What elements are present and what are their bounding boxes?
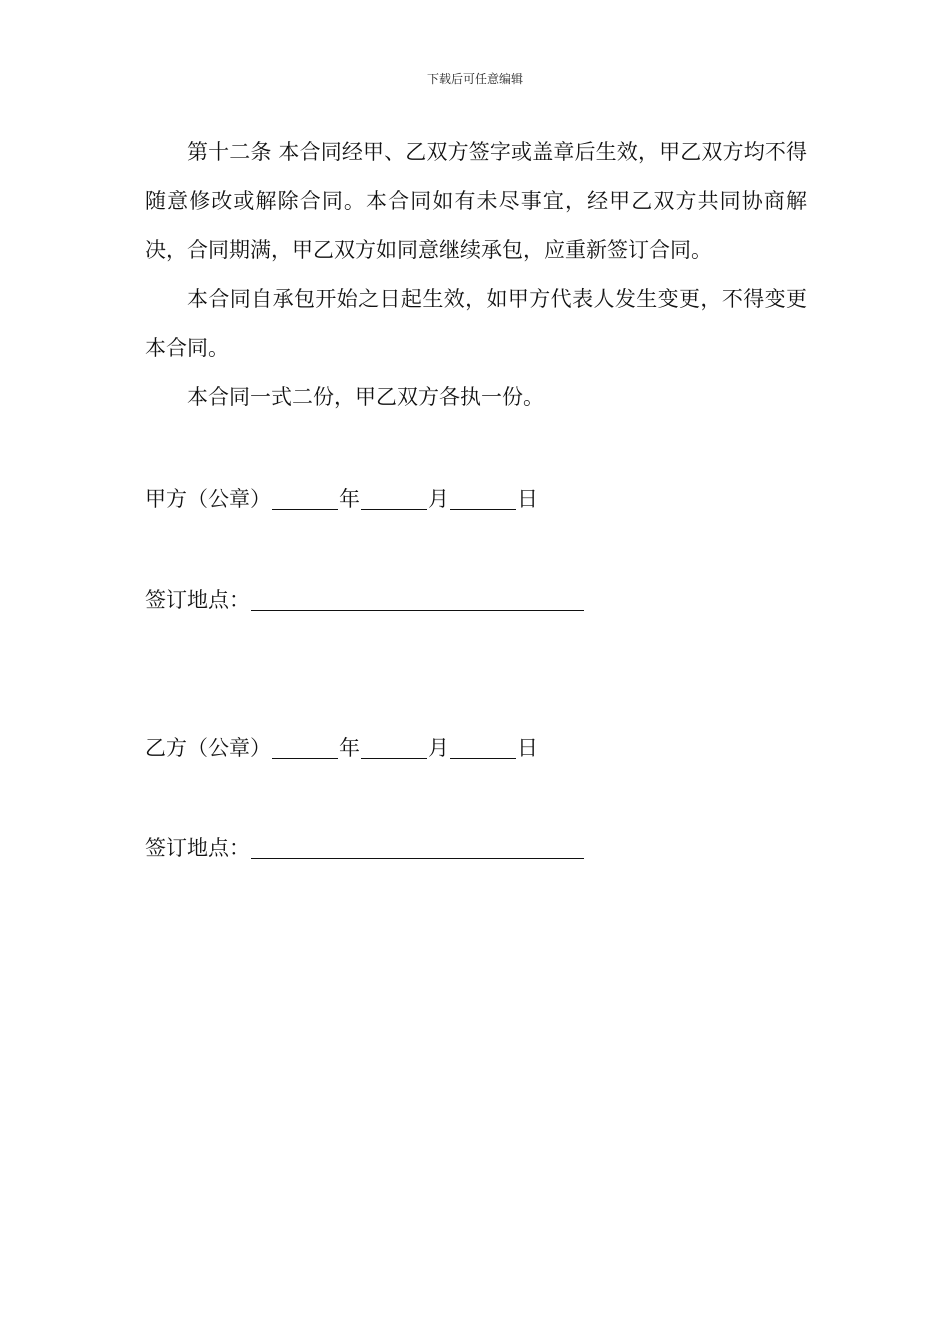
- party-b-month-blank[interactable]: [361, 736, 427, 759]
- party-b-day-blank[interactable]: [450, 736, 516, 759]
- party-a-place-label: 签订地点：: [145, 588, 250, 612]
- party-b-year-label: 年: [339, 736, 360, 760]
- party-a-month-blank[interactable]: [361, 487, 427, 510]
- party-a-place-blank[interactable]: [251, 588, 584, 611]
- party-b-place-label: 签订地点：: [145, 836, 250, 860]
- party-a-place-line: [145, 585, 585, 615]
- party-b-signature-line: [145, 733, 538, 763]
- party-a-day-label: 日: [517, 487, 538, 511]
- party-a-label: 甲方（公章）: [145, 487, 271, 511]
- party-a-month-label: 月: [428, 487, 449, 511]
- party-a-signature-blank[interactable]: [272, 487, 338, 510]
- paragraph-copies: 本合同一式二份，甲乙双方各执一份。: [187, 385, 544, 409]
- paragraph-article-12: 第十二条 本合同经甲、乙双方签字或盖章后生效，甲乙双方均不得随意修改或解除合同。本合同如有未尽事宜，经甲乙双方共同协商解决，合同期满，甲乙双方如同意继续承包，应重新签订合同。: [145, 140, 807, 262]
- contract-body: [145, 128, 807, 422]
- party-b-signature-blank[interactable]: [272, 736, 338, 759]
- party-a-day-blank[interactable]: [450, 487, 516, 510]
- page-header: 下载后可任意编辑: [426, 72, 523, 86]
- party-b-place-blank[interactable]: [251, 836, 584, 859]
- party-b-day-label: 日: [517, 736, 538, 760]
- party-a-signature-line: [145, 484, 538, 514]
- paragraph-effective: 本合同自承包开始之日起生效，如甲方代表人发生变更，不得变更本合同。: [145, 287, 807, 360]
- party-b-label: 乙方（公章）: [145, 736, 271, 760]
- party-b-place-line: [145, 833, 585, 863]
- party-b-month-label: 月: [428, 736, 449, 760]
- party-a-year-label: 年: [339, 487, 360, 511]
